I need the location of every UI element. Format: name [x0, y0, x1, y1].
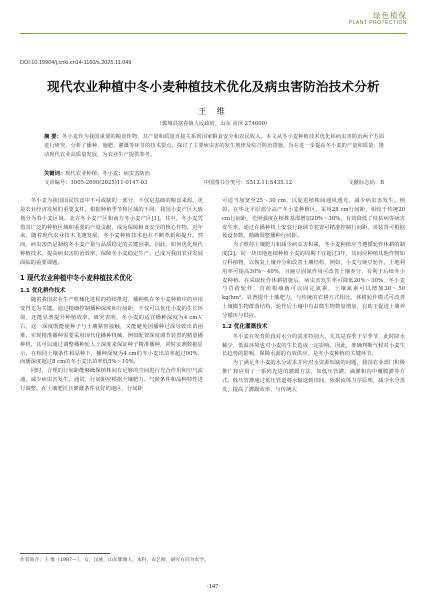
- author-affiliation: （鄄城县富春镇人民政府，山东 菏泽 274600）: [156, 121, 271, 127]
- article-number: 文章编号：1005-2690(2025)11-0147-03: [44, 180, 148, 186]
- body-column-right: [222, 197, 405, 395]
- subsection-heading: 1.1 优化耕作技术: [20, 287, 66, 294]
- body-column-left: [20, 197, 203, 394]
- keywords: [44, 169, 384, 177]
- keywords-label: 关键词：: [44, 171, 66, 177]
- article-title: 现代农业种植中冬小麦种植技术优化及病虫害防治技术分析: [47, 79, 380, 94]
- page-number: ·147·: [206, 583, 221, 590]
- keywords-text: 现代农业种植；冬小麦；病虫害防治: [65, 171, 150, 177]
- article-author: 王 维: [198, 107, 229, 116]
- document-code: 文献标志码：B: [348, 180, 384, 186]
- paragraph: 为了维持土壤肥力和减少病虫害积累，冬小麦种植应当遵循轮作休耕的制度[2]。同一块田地连续种植小麦的周期不宜超过3年，其间应种植其他作物如豆科植物，以恢复土壤养分和改善土壤结构，例如，小麦与豌豆轮作，土地利用率可提高30%～40%，且豌豆固氮作用可改善土壤养分，有利于后续冬小麦种植。在采取轮作休耕措施后，病虫害发生率可降低20%～30%，冬小麦与苜蓿轮作，苜蓿根瘤菌可以固定氮素，土壤氮素可以增加30～50 kg/hm²，显著提升土壤肥力。与传统的农耕方式相比，休耕轮作模式可改善土壤微生物群落结构，轮作后土壤中有益微生物数量增加，有助于促进土壤养分循环与供应。: [222, 242, 405, 319]
- footnote-divider: [20, 553, 110, 554]
- subsection-heading: 1.2 优化灌溉技术: [222, 323, 268, 330]
- abstract-text: 冬小麦作为我国重要的粮食作物，其产量和质量直接关系到国家粮食安全和农民收入。本文从冬小麦种植技术优化和病虫害防治两个方面进行研究，分析了播种、施肥、灌溉等环节的技术要点，探讨了主要病虫害的发生规律及综合防治措施，旨在进一步提高冬小麦的产量和质量，推动现代农业高质量发展，为农业生产提供参考。: [44, 134, 384, 158]
- paragraph: 同时，合理的行间距能够确保植株间有足够的空间进行光合作用和空气流通，减少病虫害发生。通常，行间距应根据土壤肥力、气候条件和品种特性进行调整。在土壤肥沃且灌溉条件良好的地区，行间距: [20, 368, 203, 392]
- header-divider: [20, 33, 407, 34]
- section-title-en: PLANT PROTECTION: [348, 20, 407, 26]
- paragraph: 冬小麦为我国国民饮食中不可或缺的一部分，不仅是基础的粮食来源，更是农业经济发展的重要支柱。根据种植季节和区域的不同，我国小麦产区大致划分为春小麦区域、北方冬小麦产区和南方冬小麦产区[1]。其中，冬小麦凭借其广泛的种植区域和重要的产量贡献，成为保障粮食安全的核心作物。近年来，随着现代农业技术飞速发展，冬小麦种植技术也在不断革新和提升。然而，病虫害仍是制约冬小麦产量与品质稳定的关键因素。因此，如何优化现代种植技术，提高病虫害防治效率，保障冬小麦稳定生产，已成为我国农业发展面临的重要课题。: [20, 198, 203, 266]
- paragraph: 为了满足冬小麦的水分需求并应对水资源短缺的问题，我国农业部门积极推广和应用了一系列先进的灌溉方法，如低压管灌、滴灌和沟中覆膜灌等方式。低压管灌通过低压管道将水输送到田间，依据流体力学原理，减少水分蒸发，提高了灌溉效率，与传统大: [222, 360, 405, 393]
- paragraph: 随着我国农业生产机械化进程的持续推进，播种机在冬小麦种植中的应用变得尤为关键。通过精确控制播种深度和行间距，不仅可以优化小麦的生长环境，还能显著提升种植效率。研究表明，冬小麦的适宜播种深度为4 cm左右，这一深度既能使种子与土壤紧密接触，又能避免因播种过深导致出苗困难。实现精准播种需要采用现代化播种机械，例如配置深度调节装置的精量播种机，其可以通过调整播种轮人土深度来保证种子精准播种，同时实测数据显示，在相同土壤条件和品种下，播种深度为4 cm的冬小麦出苗率超过90%，而播深度超过8 cm的冬小麦出苗率低5%～10%。: [20, 297, 203, 366]
- author-footnote: 作者简介：王 维（1987—），女，汉族，山东鄄城人，本科，农艺师，研究方向为农学。: [20, 558, 209, 563]
- classification-number: 中国图书分类号：S512.11;S435.12: [203, 180, 293, 186]
- section-heading: 1 现代农业种植中冬小麦种植技术优化: [20, 273, 133, 282]
- abstract: [44, 133, 384, 160]
- abstract-label: 摘 要：: [44, 134, 63, 140]
- paragraph: 冬小麦在发育阶段对水分的需求特别大，尤其是春季于旱季节，此时降水稀少，低温环境也对小麦的生长造成一定影响。因此，准确判断气候对小麦生长趋势的影响，保障水源的有效供应，是冬小麦种植的关键环节。: [222, 333, 405, 358]
- journal-header: [349, 11, 407, 26]
- article-meta: [44, 178, 384, 186]
- section-title-cn: 绿色植保: [373, 11, 407, 20]
- paragraph: 可适当加宽至25～30 cm，以促进植株间通风透光，减少病虫害发生。例如，在华北平原部分高产冬小麦种植区，采用28 cm行间距，相较于传统20 cm行间距，光照强度在植株基部增加20%～30%，有效降低了纹枯病等病害发生率。通过在播种机上安装行距调节装置可精准控制行间距，该装置可根据预设参数，精确调整播种行间距。: [222, 198, 405, 240]
- doi-line[interactable]: DOI:10.19904/j.cnki.cn14-1160/s.2025.11.049: [20, 60, 132, 66]
